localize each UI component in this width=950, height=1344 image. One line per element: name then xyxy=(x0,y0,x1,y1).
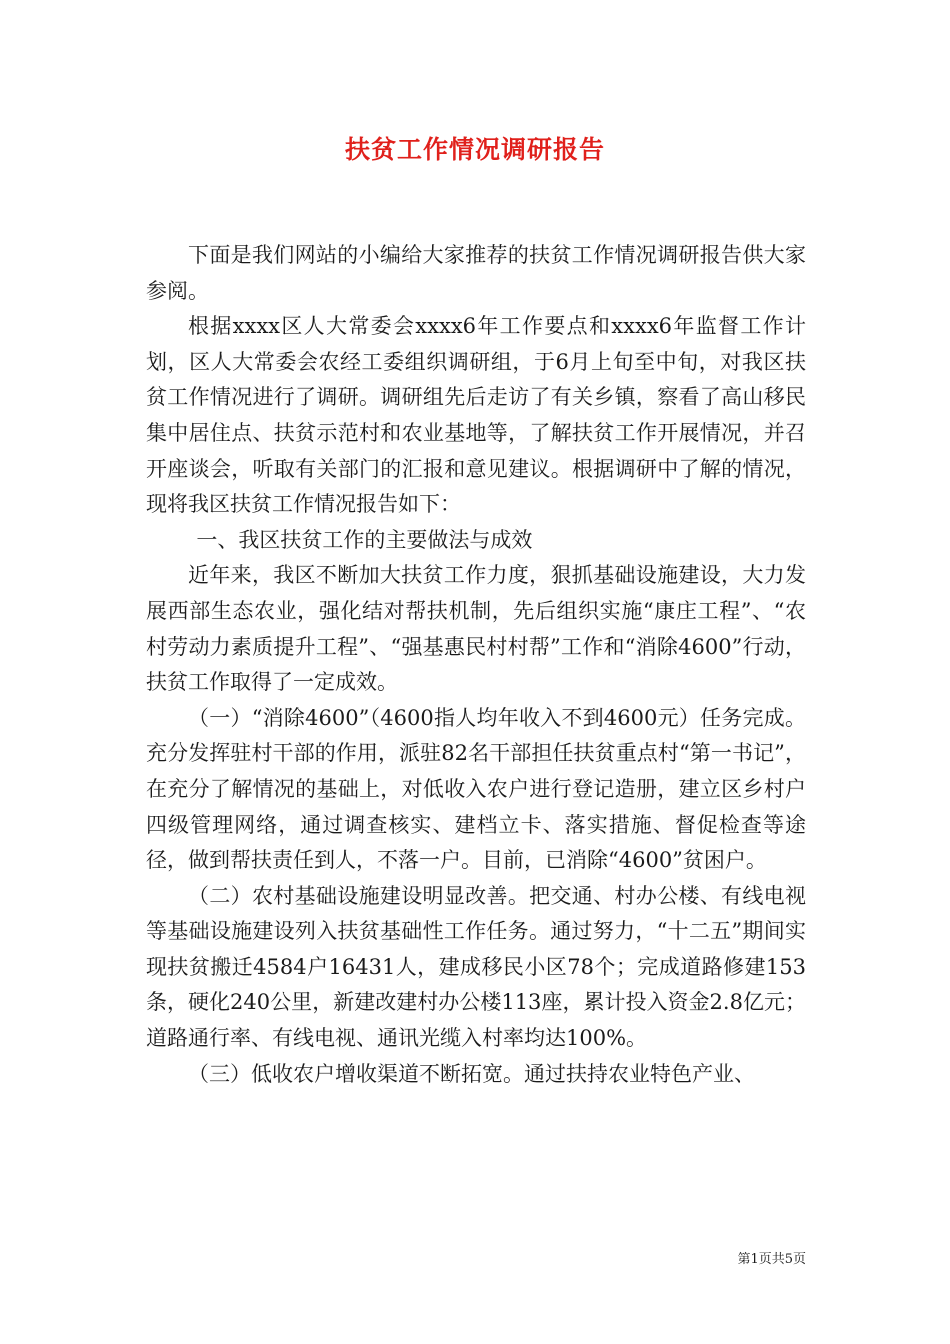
paragraph-background: 根据xxxx区人大常委会xxxx6年工作要点和xxxx6年监督工作计划，区人大常委会农经工委组织调研组，于6月上旬至中旬，对我区扶贫工作情况进行了调研。调研组先后走访了有关乡镇，察看了高山移民集中居住点、扶贫示范村和农业基地等，了解扶贫工作开展情况，并召开座谈会，听取有关部门的汇报和意见建议。根据调研中了解的情况，现将我区扶贫工作情况报告如下： xyxy=(146,314,806,517)
paragraph-item-3: （三）低收农户增收渠道不断拓宽。通过扶持农业特色产业、 xyxy=(188,1061,755,1086)
page-title: 扶贫工作情况调研报告 xyxy=(344,135,605,164)
page-number: 第1页共5页 xyxy=(737,1252,806,1267)
document-body xyxy=(146,238,806,1092)
section-heading-1: 一、我区扶贫工作的主要做法与成效 xyxy=(196,527,533,552)
paragraph-item-1: （一）“消除4600”（4600指人均年收入不到4600元）任务完成。充分发挥驻村干部的作用，派驻82名干部担任扶贫重点村“第一书记”，在充分了解情况的基础上，对低收入农户进行登记造册，建立区乡村户四级管理网络，通过调查核实、建档立卡、落实措施、督促检查等途径，做到帮扶责任到人，不落一户。目前，已消除“4600”贫困户。 xyxy=(146,705,806,873)
paragraph-overview: 近年来，我区不断加大扶贫工作力度，狠抓基础设施建设，大力发展西部生态农业，强化结对帮扶机制，先后组织实施“康庄工程”、“农村劳动力素质提升工程”、“强基惠民村村帮”工作和“消除4600”行动，扶贫工作取得了一定成效。 xyxy=(146,563,806,695)
paragraph-intro: 下面是我们网站的小编给大家推荐的扶贫工作情况调研报告供大家参阅。 xyxy=(146,243,806,303)
paragraph-item-2: （二）农村基础设施建设明显改善。把交通、村办公楼、有线电视等基础设施建设列入扶贫基础性工作任务。通过努力，“十二五”期间实现扶贫搬迁4584户16431人，建成移民小区78个；完成道路修建153条，硬化240公里，新建改建村办公楼113座，累计投入资金2.8亿元；道路通行率、有线电视、通讯光缆入村率均达100%。 xyxy=(146,883,806,1051)
